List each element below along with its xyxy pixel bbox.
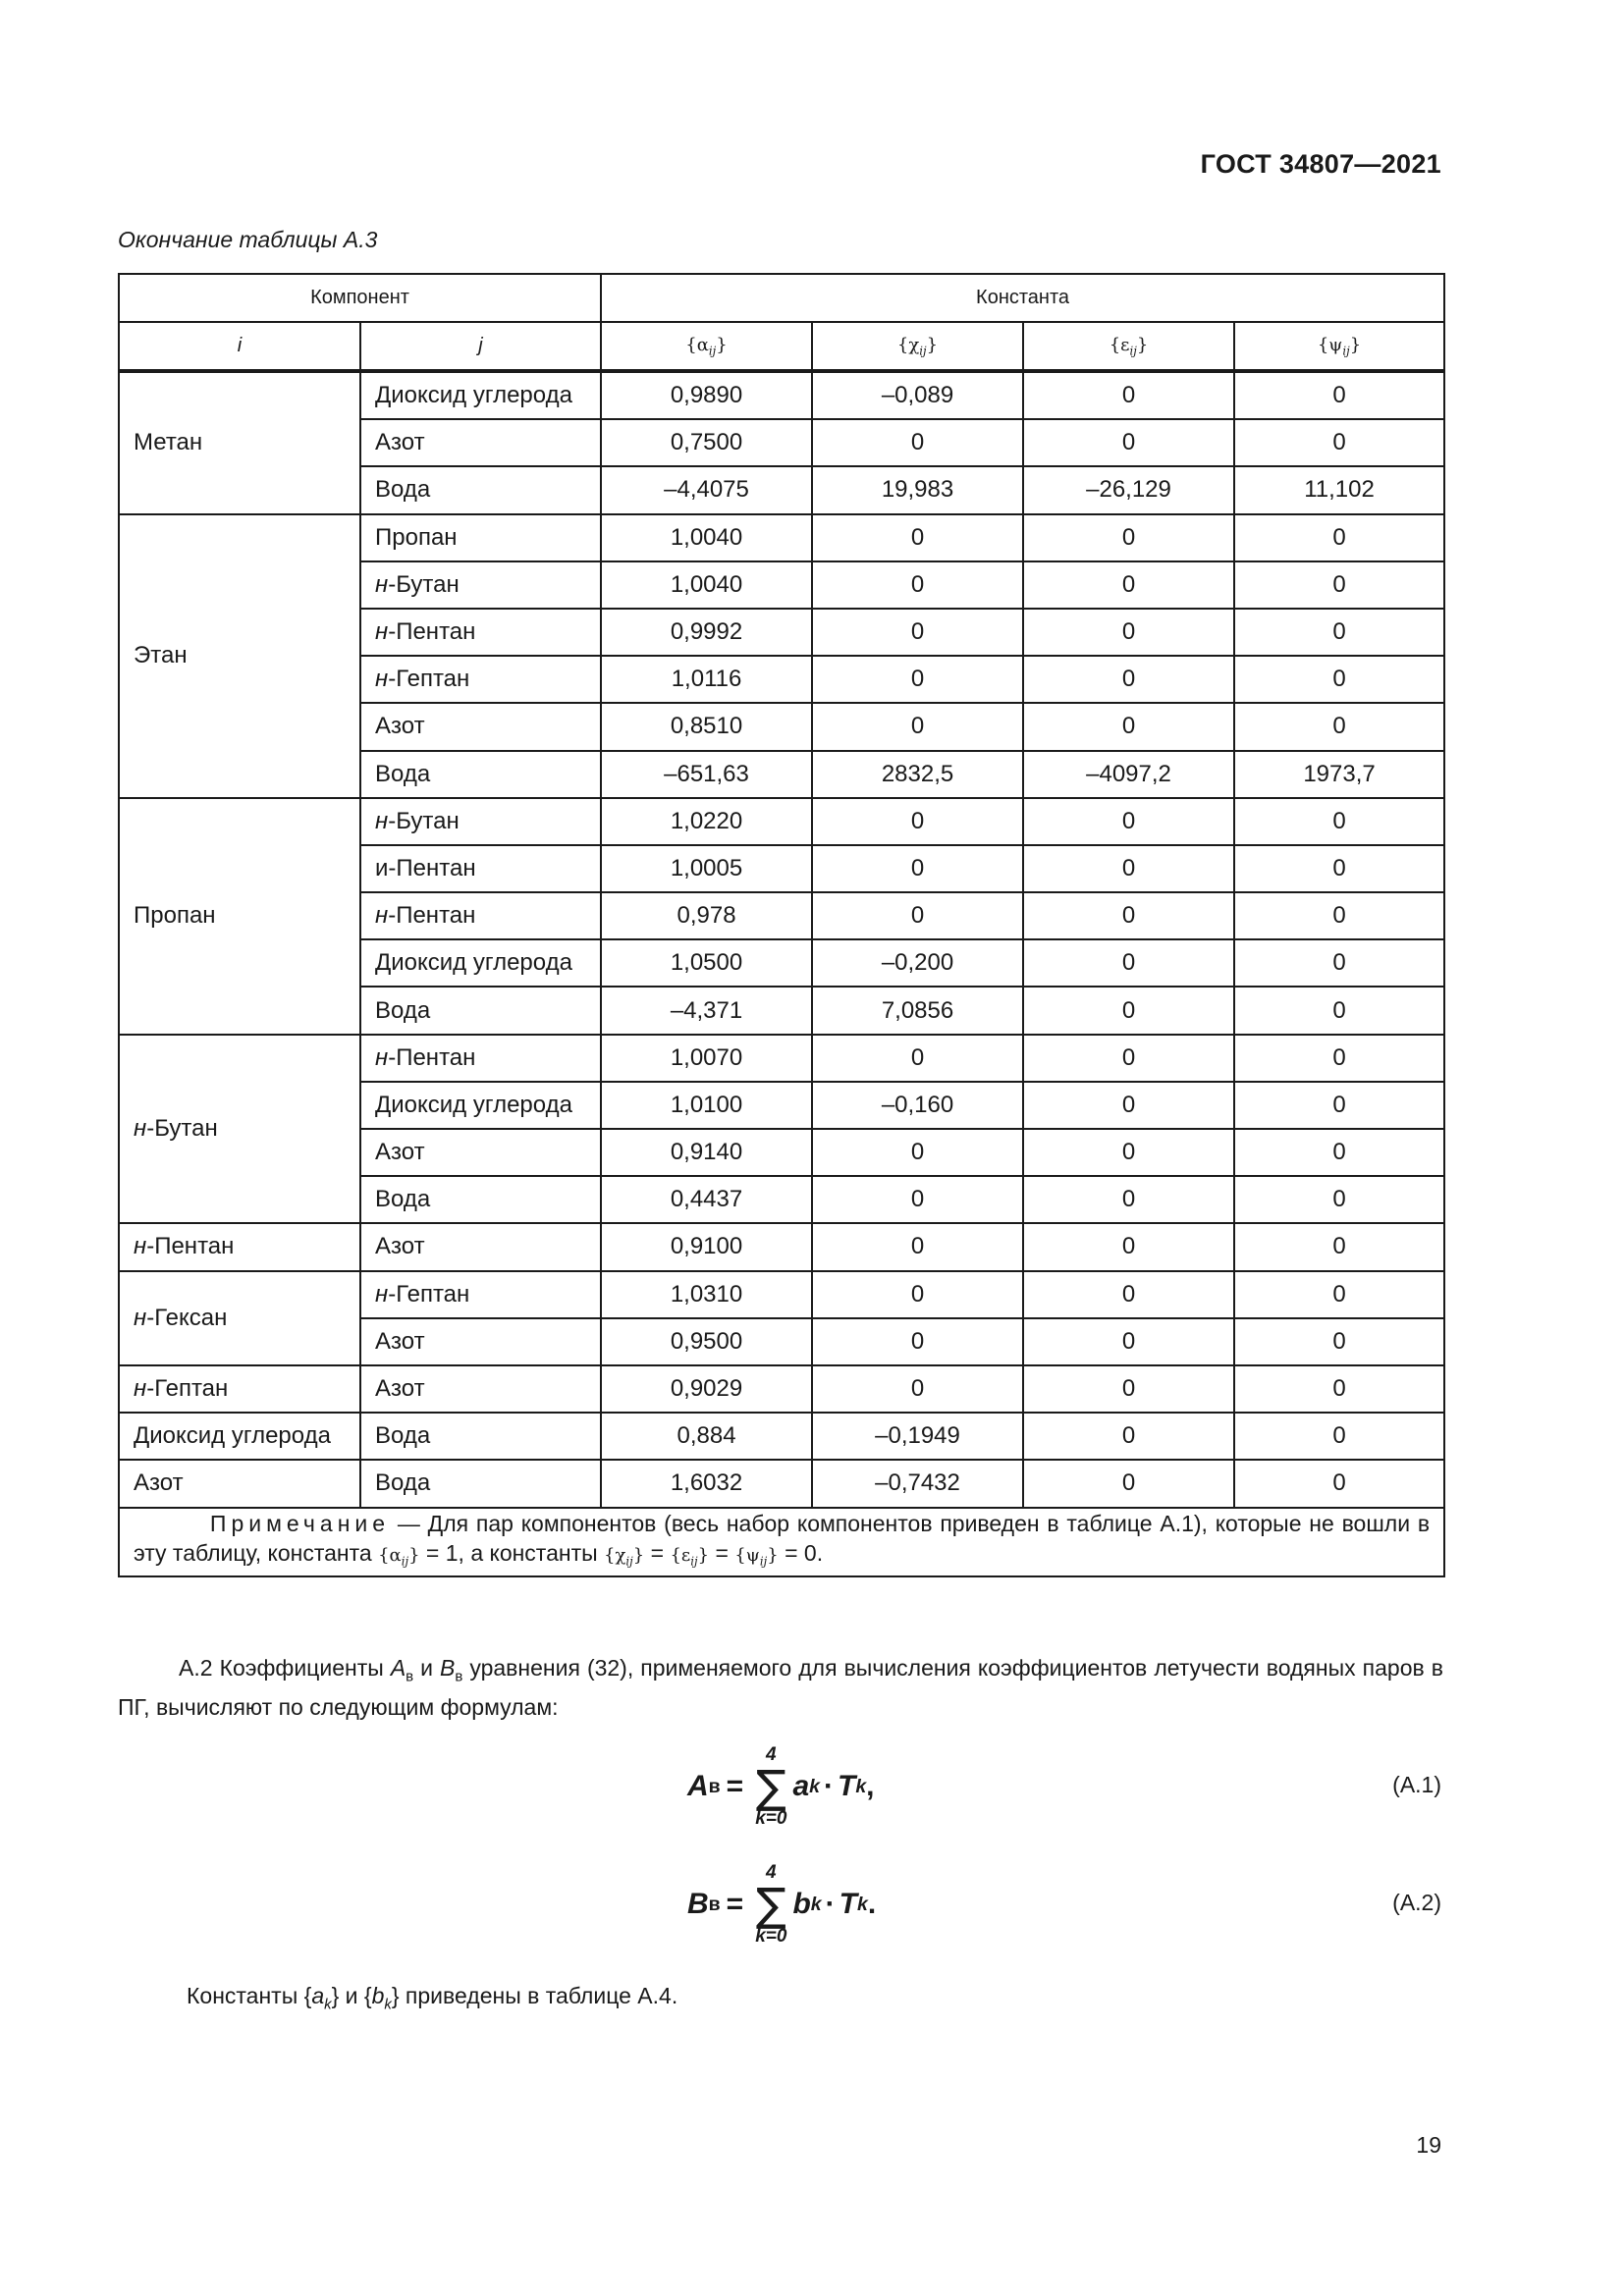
component-j-cell: Диоксид углерода: [360, 1082, 601, 1129]
psi-cell: 0: [1234, 561, 1444, 609]
alpha-cell: 1,0220: [601, 798, 812, 845]
page-number: 19: [1416, 2132, 1441, 2158]
note-label: Примечание: [209, 1510, 391, 1536]
alpha-cell: 1,0070: [601, 1035, 812, 1082]
psi-cell: 0: [1234, 987, 1444, 1034]
alpha-cell: 1,0310: [601, 1271, 812, 1318]
alpha-cell: –651,63: [601, 751, 812, 798]
component-i-cell: Азот: [119, 1460, 360, 1507]
psi-cell: 11,102: [1234, 466, 1444, 513]
alpha-cell: 0,9100: [601, 1223, 812, 1270]
chi-cell: 0: [812, 845, 1023, 892]
component-j-cell: Азот: [360, 1223, 601, 1270]
alpha-cell: 0,9890: [601, 371, 812, 419]
chi-cell: 0: [812, 609, 1023, 656]
table-row: [119, 1223, 1444, 1270]
epsilon-cell: 0: [1023, 703, 1234, 750]
component-i-cell: н-Гептан: [119, 1365, 360, 1413]
psi-cell: 0: [1234, 892, 1444, 939]
formula-a2: B в = 4 ∑ k=0 b k · T k . (А.2): [687, 1862, 1441, 1947]
chi-cell: –0,7432: [812, 1460, 1023, 1507]
alpha-cell: 1,0040: [601, 514, 812, 561]
psi-cell: 1973,7: [1234, 751, 1444, 798]
component-i-cell: н-Пентан: [119, 1223, 360, 1270]
component-i-cell: н-Бутан: [119, 1035, 360, 1224]
chi-cell: 2832,5: [812, 751, 1023, 798]
header-epsilon: $\{\varepsilon_{ij}\}$: [1023, 322, 1234, 371]
psi-cell: 0: [1234, 1318, 1444, 1365]
sum-symbol: 4 ∑ k=0: [755, 1862, 787, 1947]
component-j-cell: н-Бутан: [360, 561, 601, 609]
psi-cell: 0: [1234, 1223, 1444, 1270]
alpha-cell: 0,8510: [601, 703, 812, 750]
epsilon-cell: –4097,2: [1023, 751, 1234, 798]
component-j-cell: Вода: [360, 1176, 601, 1223]
component-j-cell: н-Гептан: [360, 656, 601, 703]
epsilon-cell: 0: [1023, 1271, 1234, 1318]
psi-cell: 0: [1234, 1271, 1444, 1318]
sum-symbol: 4 ∑ k=0: [755, 1744, 787, 1829]
table-row: [119, 1365, 1444, 1413]
alpha-cell: 1,0116: [601, 656, 812, 703]
epsilon-cell: 0: [1023, 1129, 1234, 1176]
psi-cell: 0: [1234, 1129, 1444, 1176]
header-alpha: $\{\alpha_{ij}\}$: [601, 322, 812, 371]
epsilon-cell: 0: [1023, 1176, 1234, 1223]
epsilon-cell: 0: [1023, 987, 1234, 1034]
component-j-cell: Вода: [360, 1460, 601, 1507]
epsilon-cell: 0: [1023, 419, 1234, 466]
chi-cell: 0: [812, 1271, 1023, 1318]
table-body: [119, 371, 1444, 1508]
psi-cell: 0: [1234, 703, 1444, 750]
alpha-cell: 0,9029: [601, 1365, 812, 1413]
component-i-cell: Метан: [119, 371, 360, 514]
alpha-cell: 1,6032: [601, 1460, 812, 1507]
chi-cell: 0: [812, 1129, 1023, 1176]
header-psi: $\{\psi_{ij}\}$: [1234, 322, 1444, 371]
formula-a1: A в = 4 ∑ k=0 a k · T k , (А.1): [687, 1744, 1441, 1829]
component-j-cell: и-Пентан: [360, 845, 601, 892]
chi-cell: 0: [812, 1365, 1023, 1413]
alpha-cell: 1,0005: [601, 845, 812, 892]
component-j-cell: н-Пентан: [360, 892, 601, 939]
table-caption: Окончание таблицы А.3: [118, 227, 378, 252]
component-j-cell: Вода: [360, 466, 601, 513]
paragraph-constants: Константы $\{a_k\}$ и $\{b_k\}$ приведены в таблице А.4.: [187, 1983, 678, 2013]
psi-cell: 0: [1234, 656, 1444, 703]
alpha-cell: 0,9500: [601, 1318, 812, 1365]
component-j-cell: н-Бутан: [360, 798, 601, 845]
alpha-cell: 0,978: [601, 892, 812, 939]
constants-table: [118, 273, 1445, 1577]
psi-cell: 0: [1234, 845, 1444, 892]
psi-cell: 0: [1234, 1082, 1444, 1129]
epsilon-cell: 0: [1023, 1035, 1234, 1082]
chi-cell: 0: [812, 656, 1023, 703]
epsilon-cell: 0: [1023, 656, 1234, 703]
component-j-cell: Вода: [360, 751, 601, 798]
epsilon-cell: 0: [1023, 939, 1234, 987]
component-j-cell: Азот: [360, 703, 601, 750]
chi-cell: 0: [812, 1318, 1023, 1365]
paragraph-a2: А.2 Коэффициенты $A_в$ и $B_в$ уравнения (32), применяемого для вычисления коэффициентов летучести водяных паров в ПГ, вычисляют по следующим формулам:: [118, 1655, 1443, 1720]
chi-cell: 0: [812, 892, 1023, 939]
header-constant: Константа: [601, 274, 1444, 322]
table-row: [119, 1460, 1444, 1507]
component-j-cell: Азот: [360, 419, 601, 466]
epsilon-cell: 0: [1023, 892, 1234, 939]
chi-cell: 0: [812, 1176, 1023, 1223]
component-j-cell: Диоксид углерода: [360, 371, 601, 419]
epsilon-cell: 0: [1023, 1413, 1234, 1460]
psi-cell: 0: [1234, 1035, 1444, 1082]
epsilon-cell: 0: [1023, 1223, 1234, 1270]
epsilon-cell: 0: [1023, 561, 1234, 609]
psi-cell: 0: [1234, 609, 1444, 656]
alpha-cell: 1,0040: [601, 561, 812, 609]
table-row: [119, 514, 1444, 561]
epsilon-cell: 0: [1023, 609, 1234, 656]
component-j-cell: Вода: [360, 1413, 601, 1460]
epsilon-cell: 0: [1023, 514, 1234, 561]
chi-cell: –0,1949: [812, 1413, 1023, 1460]
chi-cell: 0: [812, 561, 1023, 609]
formula-number: (А.2): [1392, 1890, 1441, 1915]
chi-cell: 7,0856: [812, 987, 1023, 1034]
header-i: i: [119, 322, 360, 371]
component-i-cell: Диоксид углерода: [119, 1413, 360, 1460]
component-j-cell: Вода: [360, 987, 601, 1034]
epsilon-cell: 0: [1023, 845, 1234, 892]
psi-cell: 0: [1234, 371, 1444, 419]
epsilon-cell: 0: [1023, 371, 1234, 419]
psi-cell: 0: [1234, 514, 1444, 561]
epsilon-cell: –26,129: [1023, 466, 1234, 513]
component-j-cell: Азот: [360, 1129, 601, 1176]
alpha-cell: 0,4437: [601, 1176, 812, 1223]
epsilon-cell: 0: [1023, 798, 1234, 845]
chi-cell: 0: [812, 798, 1023, 845]
alpha-cell: –4,4075: [601, 466, 812, 513]
alpha-cell: 0,9992: [601, 609, 812, 656]
chi-cell: –0,200: [812, 939, 1023, 987]
header-j: j: [360, 322, 601, 371]
chi-cell: 0: [812, 514, 1023, 561]
header-chi: $\{\chi_{ij}\}$: [812, 322, 1023, 371]
component-j-cell: Пропан: [360, 514, 601, 561]
epsilon-cell: 0: [1023, 1318, 1234, 1365]
component-j-cell: Азот: [360, 1365, 601, 1413]
component-j-cell: н-Гептан: [360, 1271, 601, 1318]
alpha-cell: –4,371: [601, 987, 812, 1034]
component-i-cell: Пропан: [119, 798, 360, 1035]
component-j-cell: Диоксид углерода: [360, 939, 601, 987]
psi-cell: 0: [1234, 1460, 1444, 1507]
header-component: Компонент: [119, 274, 601, 322]
psi-cell: 0: [1234, 1176, 1444, 1223]
epsilon-cell: 0: [1023, 1082, 1234, 1129]
component-j-cell: н-Пентан: [360, 609, 601, 656]
chi-cell: 0: [812, 1223, 1023, 1270]
chi-cell: 0: [812, 419, 1023, 466]
table-row: [119, 1035, 1444, 1082]
table-row: [119, 1413, 1444, 1460]
component-j-cell: Азот: [360, 1318, 601, 1365]
table-row: [119, 1271, 1444, 1318]
alpha-cell: 1,0500: [601, 939, 812, 987]
chi-cell: 0: [812, 1035, 1023, 1082]
component-i-cell: н-Гексан: [119, 1271, 360, 1365]
alpha-cell: 0,884: [601, 1413, 812, 1460]
chi-cell: –0,160: [812, 1082, 1023, 1129]
psi-cell: 0: [1234, 939, 1444, 987]
psi-cell: 0: [1234, 1413, 1444, 1460]
psi-cell: 0: [1234, 798, 1444, 845]
component-i-cell: Этан: [119, 514, 360, 798]
psi-cell: 0: [1234, 419, 1444, 466]
chi-cell: –0,089: [812, 371, 1023, 419]
table-row: [119, 371, 1444, 419]
alpha-cell: 0,7500: [601, 419, 812, 466]
formula-number: (А.1): [1392, 1772, 1441, 1797]
chi-cell: 19,983: [812, 466, 1023, 513]
standard-id: ГОСТ 34807—2021: [1200, 149, 1441, 179]
alpha-cell: 1,0100: [601, 1082, 812, 1129]
alpha-cell: 0,9140: [601, 1129, 812, 1176]
epsilon-cell: 0: [1023, 1365, 1234, 1413]
psi-cell: 0: [1234, 1365, 1444, 1413]
component-j-cell: н-Пентан: [360, 1035, 601, 1082]
chi-cell: 0: [812, 703, 1023, 750]
table-row: [119, 798, 1444, 845]
table-note: Примечание — Для пар компонентов (весь набор компонентов приведен в таблице А.1), которые не вошли в эту таблицу, константа $\{\alpha_{ij}\} = 1$, а константы $\{\chi_{ij}\} = \{\varepsilon_{ij}\} = \{\psi_{ij}\} = 0$.: [119, 1508, 1444, 1577]
epsilon-cell: 0: [1023, 1460, 1234, 1507]
